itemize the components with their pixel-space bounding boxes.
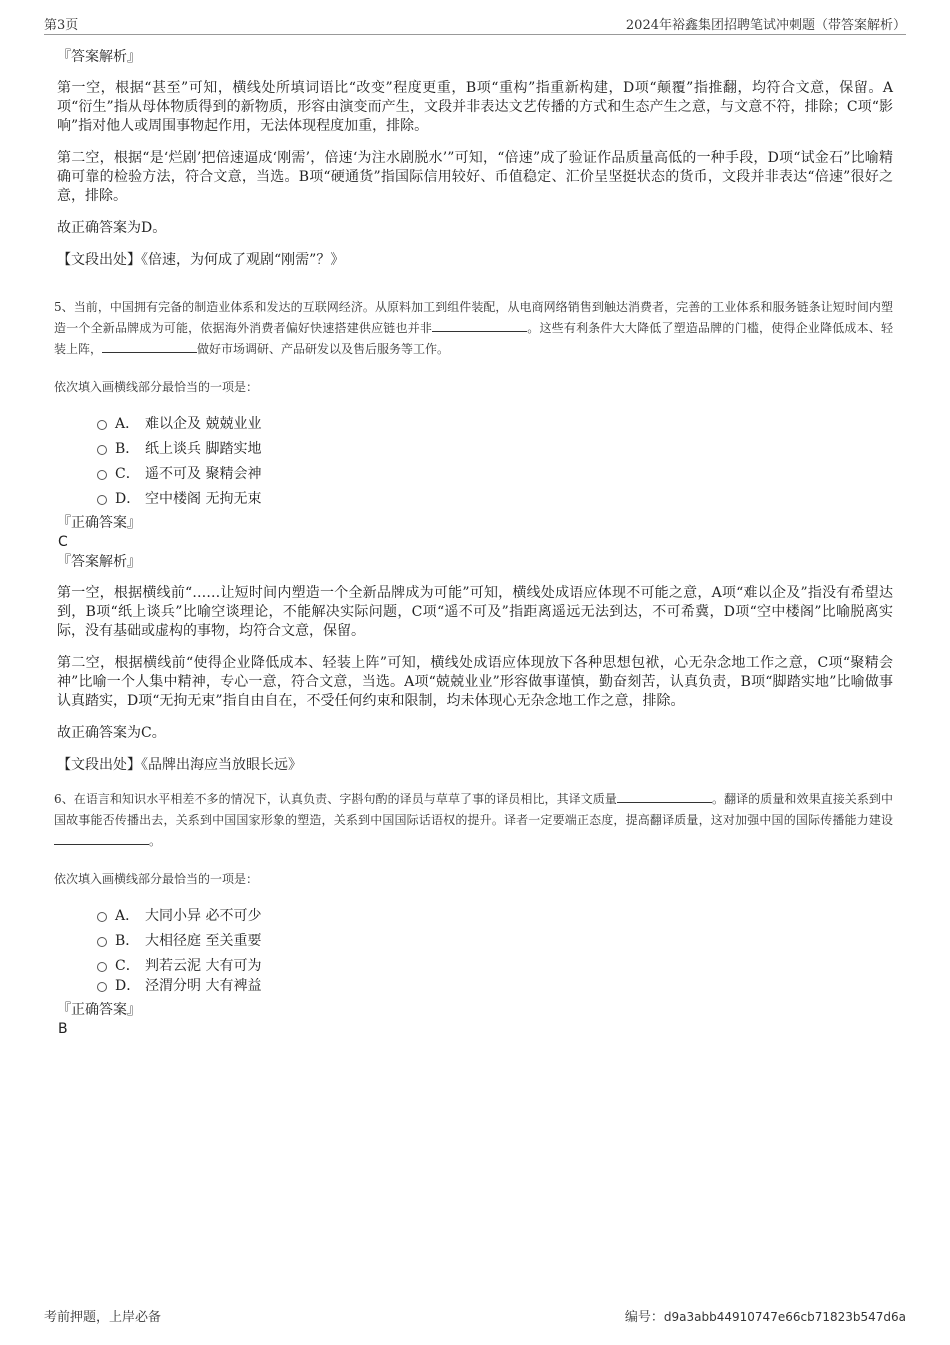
analysis-paragraph-1: 第一空，根据“甚至”可知，横线处所填词语比“改变”程度更重，B项“重构”指重新构建，D项“颠覆”指推翻，均符合文意，保留。A项“衍生”指从母体物质得到的新物质，形容由演变而产生，文段并非表达文艺传播的方式和生态产生之意，与文意不符，排除；C项“影响”指对他人或周围事物起作用，无法体现程度加重，排除。: [57, 80, 893, 134]
question-6-options: [57, 906, 893, 1001]
question-5-prompt: 依次填入画横线部分最恰当的一项是：: [54, 380, 259, 394]
option-b[interactable]: B． 纸上谈兵 脚踏实地: [57, 439, 893, 464]
radio-button[interactable]: [97, 495, 107, 505]
option-d[interactable]: D． 泾渭分明 大有裨益: [57, 976, 893, 1001]
question-5-stem: 5、当前，中国拥有完备的制造业体系和发达的互联网经济。从原料加工到组件装配，从电商网络销售到触达消费者，完善的工业体系和服务链条让短时间内塑造一个全新品牌成为可能，依据海外消费者偏好快速搭建供应链也并非 。这些有利条件大大降低了塑造品牌的门槛，使得企业降低成本、轻装上阵， 做好市场调研、产品研发以及售后服务等工作。: [54, 300, 893, 356]
conclusion: 故正确答案为D。: [57, 220, 167, 236]
correct-answer: B: [58, 1021, 68, 1037]
correct-answer-label: 『正确答案』: [57, 1002, 141, 1018]
page-number: 第3页: [44, 18, 79, 33]
radio-button[interactable]: [97, 912, 107, 922]
document-title: 2024年裕鑫集团招聘笔试冲刺题（带答案解析）: [625, 18, 906, 33]
correct-answer: C: [58, 534, 68, 550]
option-c[interactable]: C． 判若云泥 大有可为: [57, 956, 893, 976]
page-header: [44, 12, 906, 35]
question-6-prompt: 依次填入画横线部分最恰当的一项是：: [54, 872, 259, 886]
blank-line: [102, 342, 197, 353]
source-citation: 【文段出处】《倍速，为何成了观剧“刚需”？》: [57, 252, 345, 268]
question-5-options: [57, 414, 893, 514]
blank-line: [432, 321, 527, 332]
blank-line: [617, 792, 712, 803]
analysis-label: 『答案解析』: [57, 49, 141, 65]
analysis-paragraph-1: 第一空，根据横线前“……让短时间内塑造一个全新品牌成为可能”可知，横线处成语应体现不可能之意，A项“难以企及”指没有希望达到，B项“纸上谈兵”比喻空谈理论，不能解决实际问题，C项“遥不可及”指距离遥远无法到达，不可希冀，D项“空中楼阁”比喻脱离实际，没有基础或虚构的事物，均符合文意，保留。: [57, 585, 893, 639]
option-c[interactable]: C． 遥不可及 聚精会神: [57, 464, 893, 489]
radio-button[interactable]: [97, 937, 107, 947]
radio-button[interactable]: [97, 982, 107, 992]
footer-slogan: 考前押题，上岸必备: [44, 1310, 162, 1325]
question-6-stem: 6、在语言和知识水平相差不多的情况下，认真负责、字斟句酌的译员与草草了事的译员相比，其译文质量 。翻译的质量和效果直接关系到中国故事能否传播出去，关系到中国国家形象的塑造，关系到中国国际话语权的提升。译者一定要端正态度，提高翻译质量，这对加强中国的国际传播能力建设。: [54, 792, 893, 848]
analysis-paragraph-2: 第二空，根据横线前“使得企业降低成本、轻装上阵”可知，横线处成语应体现放下各种思想包袱，心无杂念地工作之意，C项“聚精会神”比喻一个人集中精神，专心一意，符合文意，当选。A项“兢兢业业”形容做事谨慎，勤奋刻苦，认真负责，B项“脚踏实地”比喻做事认真踏实，D项“无拘无束”指自由自在，不受任何约束和限制，均未体现心无杂念地工作之意，排除。: [57, 655, 893, 709]
radio-button[interactable]: [97, 962, 107, 972]
option-a[interactable]: A． 难以企及 兢兢业业: [57, 414, 893, 439]
option-d[interactable]: D． 空中楼阁 无拘无束: [57, 489, 893, 514]
blank-line: [54, 834, 149, 845]
page-footer: [44, 1306, 906, 1325]
source-citation: 【文段出处】《品牌出海应当放眼长远》: [57, 757, 302, 773]
radio-button[interactable]: [97, 445, 107, 455]
document-code: 编号：d9a3abb44910747e66cb71823b547d6a: [624, 1310, 906, 1325]
conclusion: 故正确答案为C。: [57, 725, 166, 741]
analysis-paragraph-2: 第二空，根据“是‘烂剧’把倍速逼成‘刚需’，倍速‘为注水剧脱水’”可知，“倍速”成了验证作品质量高低的一种手段，D项“试金石”比喻精确可靠的检验方法，符合文意，当选。B项“硬通货”指国际信用较好、币值稳定、汇价呈坚挺状态的货币，文段并非表达“倍速”很好之意，排除。: [57, 150, 893, 204]
option-a[interactable]: A． 大同小异 必不可少: [57, 906, 893, 931]
correct-answer-label: 『正确答案』: [57, 515, 141, 531]
radio-button[interactable]: [97, 420, 107, 430]
analysis-label: 『答案解析』: [57, 554, 141, 570]
radio-button[interactable]: [97, 470, 107, 480]
option-b[interactable]: B． 大相径庭 至关重要: [57, 931, 893, 956]
page-content: [54, 46, 893, 1038]
